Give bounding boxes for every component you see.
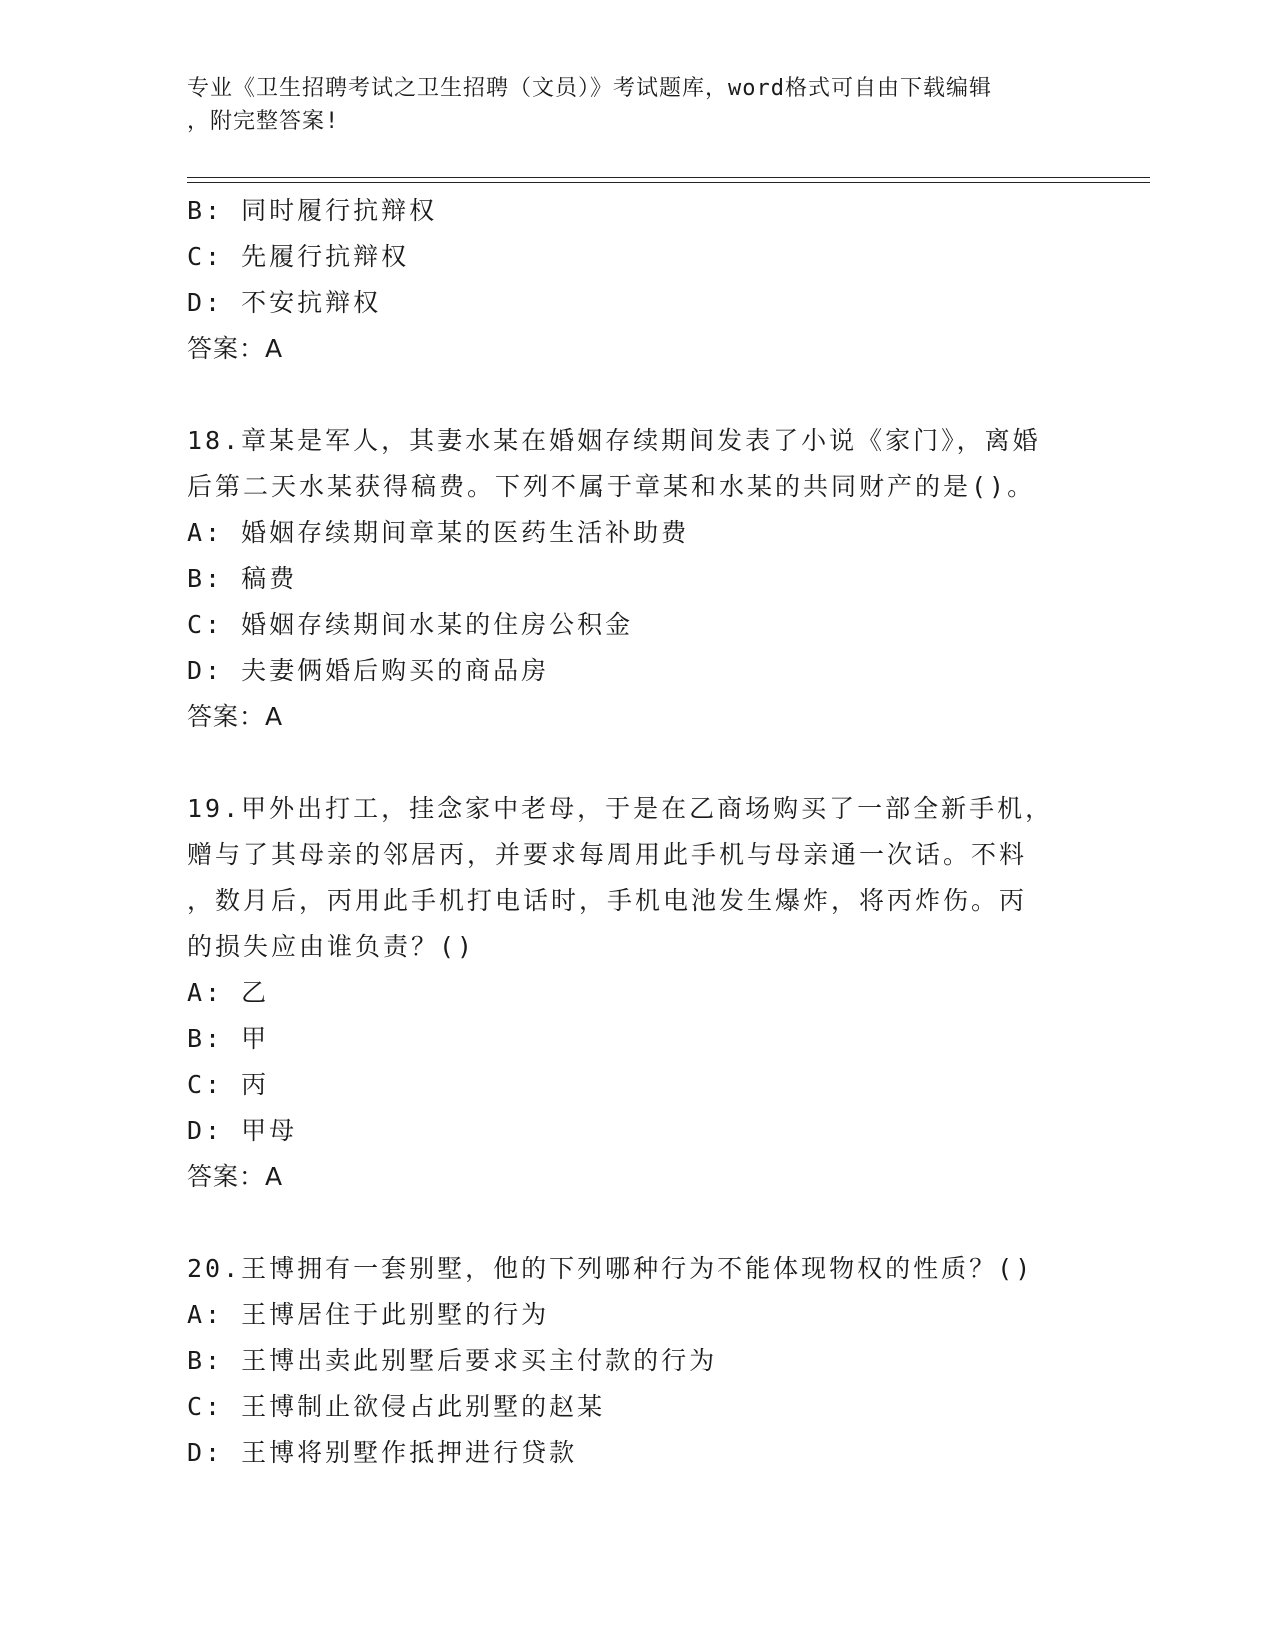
question-stem: 后第二天水某获得稿费。下列不属于章某和水某的共同财产的是()。	[187, 472, 1036, 501]
option-a: A: 乙	[187, 978, 270, 1007]
spacer	[187, 740, 1087, 786]
option-d: D: 王博将别墅作抵押进行贷款	[187, 1438, 578, 1467]
question-20	[187, 1246, 1087, 1476]
document-header	[187, 72, 1067, 138]
option-d: D: 甲母	[187, 1116, 298, 1145]
option-a: A: 王博居住于此别墅的行为	[187, 1300, 550, 1329]
option-b: B: 甲	[187, 1024, 270, 1053]
question-list	[187, 188, 1087, 1476]
question-stem: 的损失应由谁负责？()	[187, 932, 476, 961]
spacer	[187, 372, 1087, 418]
option-c: C: 王博制止欲侵占此别墅的赵某	[187, 1392, 606, 1421]
question-17	[187, 188, 1087, 372]
option-c: C: 丙	[187, 1070, 270, 1099]
header-line-2: ，附完整答案!	[187, 109, 340, 134]
option-b: B: 王博出卖此别墅后要求买主付款的行为	[187, 1346, 718, 1375]
answer-line: 答案：A	[187, 334, 284, 363]
spacer	[187, 1200, 1087, 1246]
header-divider-top	[187, 177, 1150, 178]
question-stem: 赠与了其母亲的邻居丙，并要求每周用此手机与母亲通一次话。不料	[187, 840, 1028, 869]
option-d: D: 夫妻俩婚后购买的商品房	[187, 656, 550, 685]
question-stem: 20.王博拥有一套别墅，他的下列哪种行为不能体现物权的性质？()	[187, 1254, 1034, 1283]
option-d: D: 不安抗辩权	[187, 288, 382, 317]
question-18	[187, 418, 1087, 740]
question-stem: 18.章某是军人，其妻水某在婚姻存续期间发表了小说《家门》，离婚	[187, 426, 1041, 455]
header-line-1: 专业《卫生招聘考试之卫生招聘（文员）》考试题库，word格式可自由下载编辑	[187, 76, 992, 101]
option-b: B: 同时履行抗辩权	[187, 196, 438, 225]
question-stem: 19.甲外出打工，挂念家中老母，于是在乙商场购买了一部全新手机，	[187, 794, 1054, 823]
option-b: B: 稿费	[187, 564, 298, 593]
option-c: C: 婚姻存续期间水某的住房公积金	[187, 610, 634, 639]
question-19	[187, 786, 1087, 1200]
answer-line: 答案：A	[187, 702, 284, 731]
question-stem: ，数月后，丙用此手机打电话时，手机电池发生爆炸，将丙炸伤。丙	[187, 886, 1028, 915]
option-c: C: 先履行抗辩权	[187, 242, 410, 271]
answer-line: 答案：A	[187, 1162, 284, 1191]
option-a: A: 婚姻存续期间章某的医药生活补助费	[187, 518, 690, 547]
header-divider-bottom	[187, 182, 1150, 183]
